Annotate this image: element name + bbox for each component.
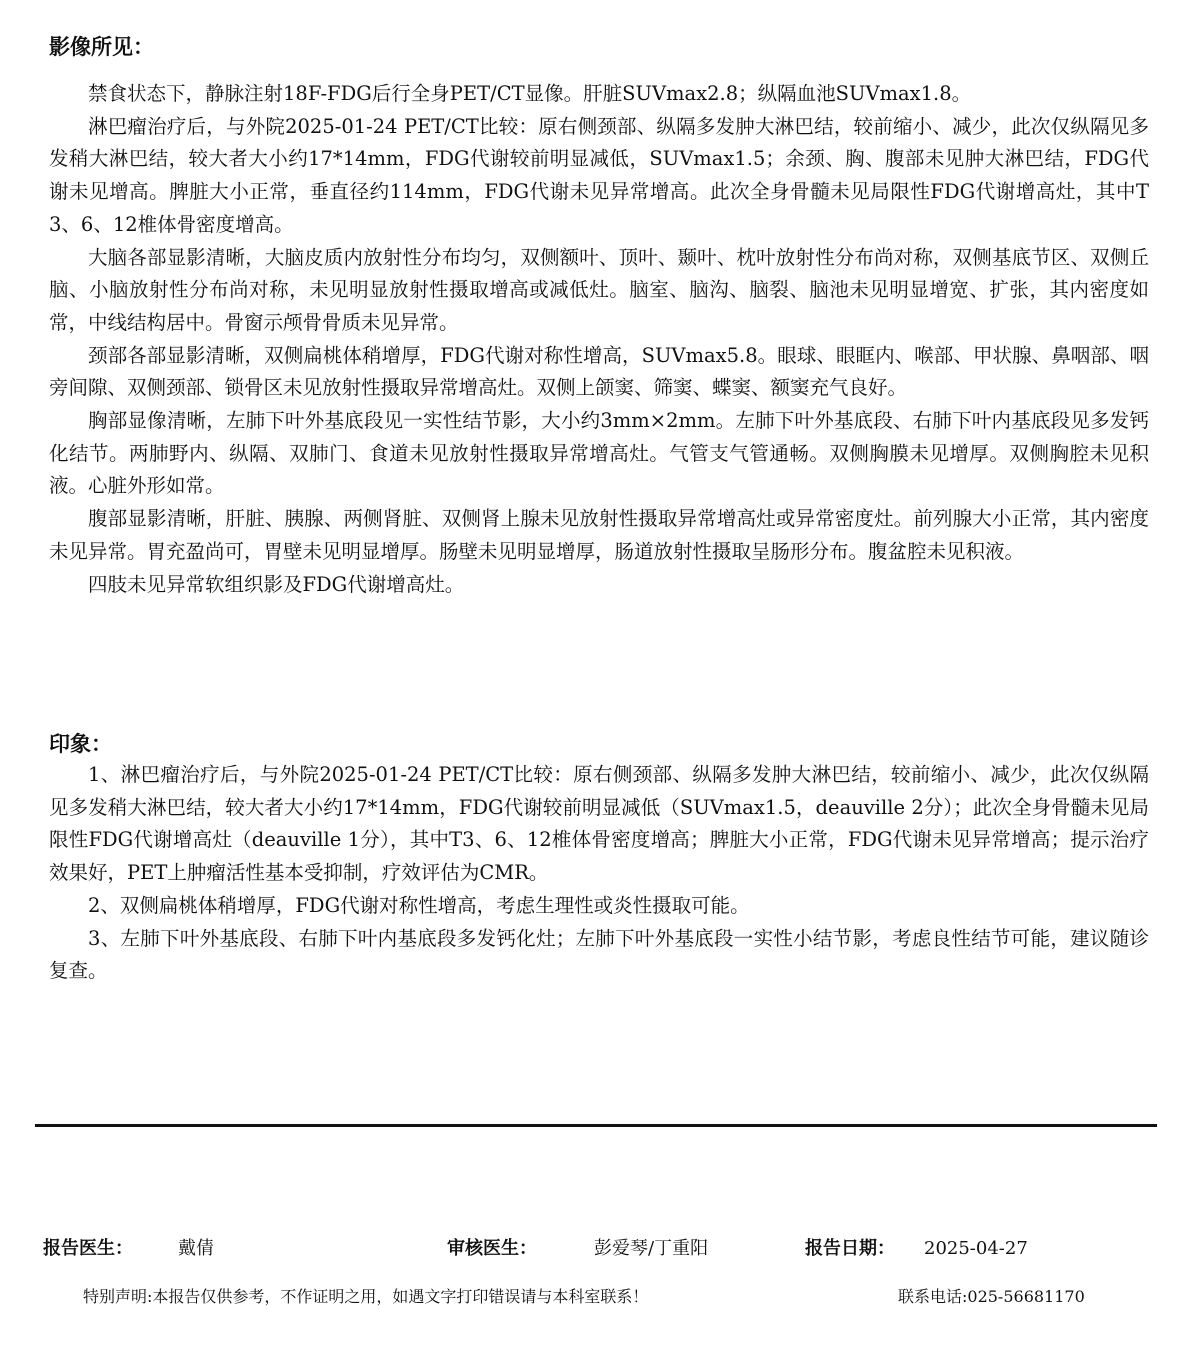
impression-item: 3、左肺下叶外基底段、右肺下叶内基底段多发钙化灶；左肺下叶外基底段一实性小结节影，考虑良性结节可能，建议随诊复查。 [49, 926, 1149, 983]
findings-paragraph: 禁食状态下，静脉注射18F-FDG后行全身PET/CT显像。肝脏SUVmax2.8；纵隔血池SUVmax1.8。 [88, 82, 972, 105]
impression-body [49, 759, 1149, 988]
reporting-doctor-name: 戴倩 [178, 1238, 214, 1259]
contact-phone: 联系电话:025-56681170 [898, 1287, 1085, 1306]
findings-paragraph: 腹部显影清晰，肝脏、胰腺、两侧肾脏、双侧肾上腺未见放射性摄取异常增高灶或异常密度灶。前列腺大小正常，其内密度未见异常。胃充盈尚可，胃壁未见明显增厚。肠壁未见明显增厚，肠道放射性摄取呈肠形分布。腹盆腔未见积液。 [49, 507, 1149, 563]
disclaimer-text: 特别声明:本报告仅供参考，不作证明之用，如遇文字打印错误请与本科室联系！ [83, 1287, 649, 1306]
impression-item: 2、双侧扁桃体稍增厚，FDG代谢对称性增高，考虑生理性或炎性摄取可能。 [88, 893, 750, 917]
findings-paragraph: 胸部显像清晰，左肺下叶外基底段见一实性结节影，大小约3mm×2mm。左肺下叶外基底段、右肺下叶内基底段见多发钙化结节。两肺野内、纵隔、双肺门、食道未见放射性摄取异常增高灶。气管支气管通畅。双侧胸膜未见增厚。双侧胸腔未见积液。心脏外形如常。 [49, 409, 1149, 498]
reviewing-doctor-label: 审核医生： [447, 1238, 537, 1259]
impression-heading: 印象： [49, 732, 112, 756]
findings-paragraph: 四肢未见异常软组织影及FDG代谢增高灶。 [88, 572, 465, 596]
report-date-value: 2025-04-27 [924, 1238, 1028, 1259]
reviewing-doctor-name: 彭爱琴/丁重阳 [594, 1238, 709, 1259]
reporting-doctor-label: 报告医生： [43, 1238, 133, 1259]
findings-paragraph: 大脑各部显影清晰，大脑皮质内放射性分布均匀，双侧额叶、顶叶、颞叶、枕叶放射性分布尚对称，双侧基底节区、双侧丘脑、小脑放射性分布尚对称，未见明显放射性摄取增高或减低灶。脑室、脑沟、脑裂、脑池未见明显增宽、扩张，其内密度如常，中线结构居中。骨窗示颅骨骨质未见异常。 [49, 245, 1149, 334]
findings-paragraph: 淋巴瘤治疗后，与外院2025-01-24 PET/CT比较：原右侧颈部、纵隔多发肿大淋巴结，较前缩小、减少，此次仅纵隔见多发稍大淋巴结，较大者大小约17*14mm，FDG代谢较前明显减低，SUVmax1.5；余颈、胸、腹部未见肿大淋巴结，FDG代谢未见增高。脾脏大小正常，垂直径约114mm，FDG代谢未见异常增高。此次全身骨髓未见局限性FDG代谢增高灶，其中T3、6、12椎体骨密度增高。 [49, 114, 1149, 236]
findings-heading: 影像所见： [49, 35, 154, 59]
findings-paragraph: 颈部各部显影清晰，双侧扁桃体稍增厚，FDG代谢对称性增高，SUVmax5.8。眼球、眼眶内、喉部、甲状腺、鼻咽部、咽旁间隙、双侧颈部、锁骨区未见放射性摄取异常增高灶。双侧上颌窦、筛窦、蝶窦、额窦充气良好。 [49, 343, 1149, 400]
impression-item: 1、淋巴瘤治疗后，与外院2025-01-24 PET/CT比较：原右侧颈部、纵隔多发肿大淋巴结，较前缩小、减少，此次仅纵隔见多发稍大淋巴结，较大者大小约17*14mm，FDG代谢较前明显减低（SUVmax1.5，deauville 2分）；此次全身骨髓未见局限性FDG代谢增高灶（deauville 1分），其中T3、6、12椎体骨密度增高；脾脏大小正常，FDG代谢未见异常增高；提示治疗效果好，PET上肿瘤活性基本受抑制，疗效评估为CMR。 [49, 763, 1149, 885]
footer-divider [35, 1124, 1157, 1127]
findings-body [49, 78, 1149, 601]
report-date-label: 报告日期： [805, 1238, 895, 1259]
